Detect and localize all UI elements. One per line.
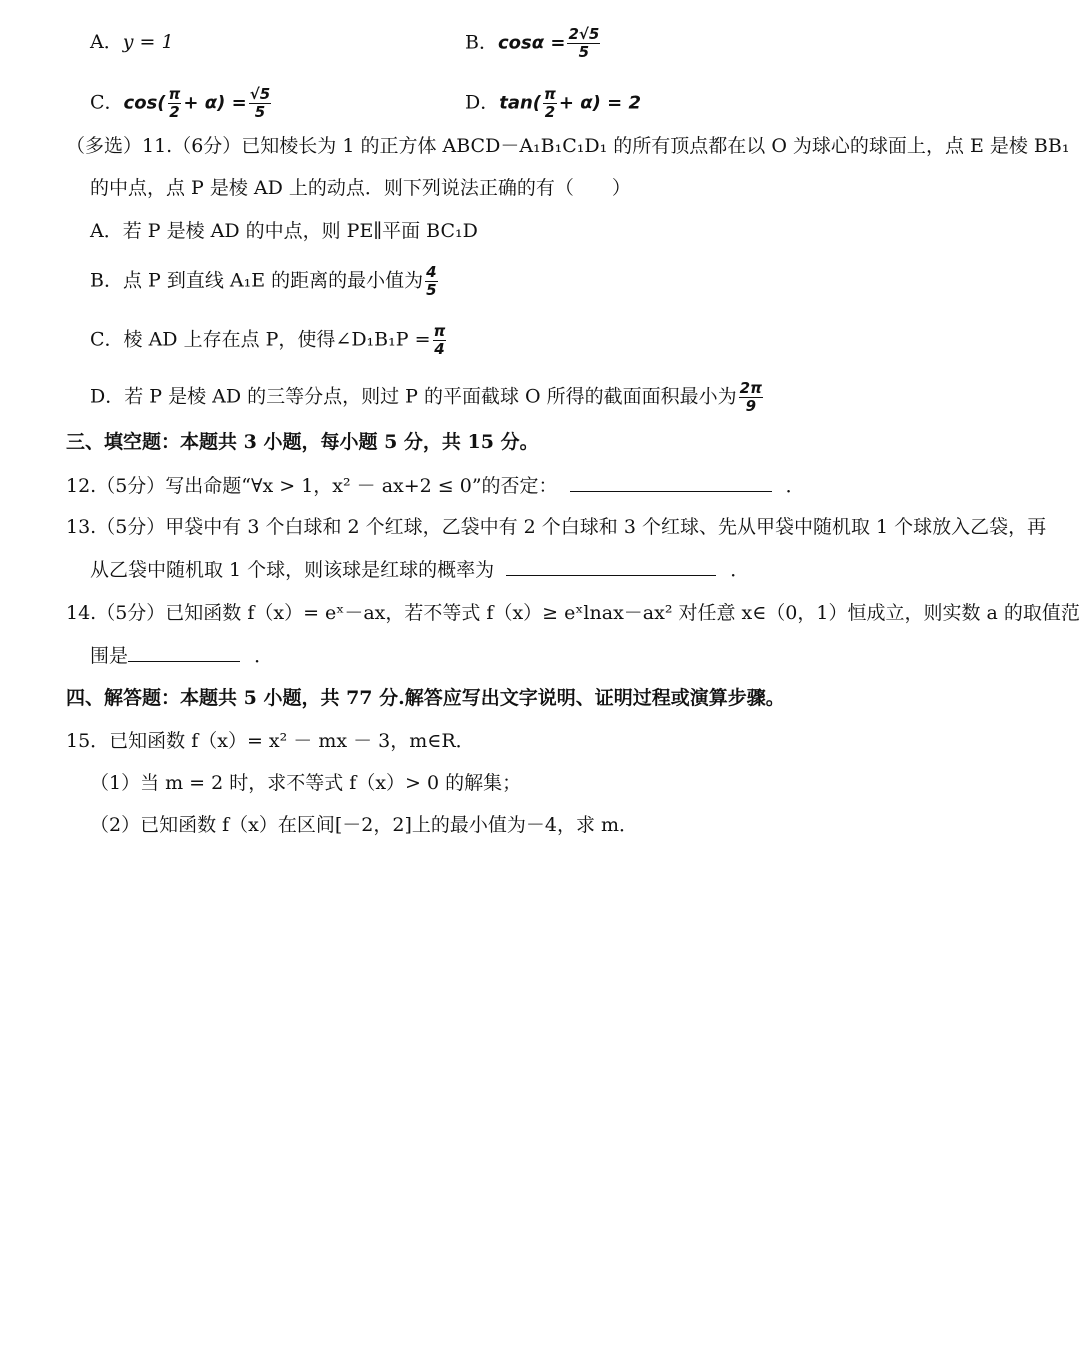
q11-option-c (90, 323, 448, 358)
question-text: 从乙袋中随机取 1 个球，则该球是红球的概率为 (90, 559, 495, 581)
option-text: B．点 P 到直线 A₁E 的距离的最小值为 (90, 269, 424, 292)
numerator: 2√5 (568, 25, 600, 43)
option-lhs: cosα = (497, 32, 566, 54)
q12 (66, 474, 805, 498)
question-end: ． (254, 645, 274, 667)
q14-line1: 14.（5分）已知函数 f（x）= eˣ－ax，若不等式 f（x）≥ eˣlnax－ax² 对任意 x∈（0，1）恒成立，则实数 a 的取值范 (66, 602, 1080, 624)
option-text: D．若 P 是棱 AD 的三等分点，则过 P 的平面截球 O 所得的截面面积最小为 (90, 385, 737, 408)
answer-blank[interactable] (128, 645, 240, 662)
denominator: 5 (426, 281, 437, 299)
denominator: 2 (169, 103, 180, 121)
option-label: C． (90, 91, 124, 114)
denominator: 9 (745, 397, 757, 415)
q13-line2 (90, 558, 749, 582)
option-mid: + α) = (183, 92, 247, 114)
question-text: 围是 (90, 645, 129, 667)
option-label: B． (465, 31, 498, 54)
section-title-fill-in: 三、填空题：本题共 3 小题，每小题 5 分，共 15 分。 (66, 431, 539, 453)
fraction (249, 86, 271, 121)
q11-option-a: A．若 P 是棱 AD 的中点，则 PE∥平面 BC₁D (90, 220, 478, 242)
section-title-solutions: 四、解答题：本题共 5 小题，共 77 分.解答应写出文字说明、证明过程或演算步骤。 (66, 687, 785, 709)
q15-stem: 15．已知函数 f（x）= x² － mx － 3，m∈R． (66, 730, 475, 752)
answer-blank[interactable] (570, 475, 772, 492)
question-text: 12.（5分）写出命题“∀x > 1，x² － ax+2 ≤ 0”的否定： (66, 475, 558, 497)
fraction (168, 86, 182, 121)
option-text: C．棱 AD 上存在点 P，使得∠D₁B₁P = (90, 328, 431, 351)
fraction (567, 26, 600, 61)
fraction (433, 323, 447, 358)
q15-part2: （2）已知函数 f（x）在区间[－2，2]上的最小值为－4，求 m． (90, 814, 639, 836)
q11-option-d (90, 380, 765, 415)
q10-option-a (90, 30, 174, 54)
q10-option-b (465, 26, 602, 61)
denominator: 2 (544, 103, 556, 121)
q11-stem-line2: 的中点，点 P 是棱 AD 上的动点．则下列说法正确的有（ ） (90, 177, 631, 199)
answer-blank[interactable] (506, 559, 716, 576)
denominator: 4 (434, 340, 445, 358)
option-post: + α) = 2 (558, 92, 641, 114)
fraction (425, 264, 437, 299)
option-math: y = 1 (122, 31, 174, 53)
q11-option-b (90, 264, 440, 299)
numerator: √5 (249, 85, 271, 103)
q13-line1: 13.（5分）甲袋中有 3 个白球和 2 个红球，乙袋中有 2 个白球和 3 个红球、先从甲袋中随机取 1 个球放入乙袋，再 (66, 516, 1047, 538)
numerator: π (544, 85, 556, 103)
numerator: 2π (739, 379, 762, 397)
question-end: ． (730, 559, 750, 581)
q14-line2 (90, 644, 273, 668)
q11-stem-line1: （多选）11.（6分）已知棱长为 1 的正方体 ABCD－A₁B₁C₁D₁ 的所有顶点都在以 O 为球心的球面上，点 E 是棱 BB₁ (66, 135, 1070, 157)
numerator: π (168, 85, 181, 103)
option-label: D． (465, 91, 500, 114)
question-end: ． (785, 475, 805, 497)
q15-part1: （1）当 m = 2 时，求不等式 f（x）> 0 的解集； (90, 772, 522, 794)
fraction (543, 86, 557, 121)
numerator: π (433, 322, 446, 340)
fraction (739, 380, 763, 415)
denominator: 5 (578, 43, 590, 61)
q10-option-c (90, 86, 273, 121)
option-pre: cos( (123, 92, 166, 114)
denominator: 5 (254, 103, 266, 121)
option-pre: tan( (499, 92, 542, 114)
numerator: 4 (426, 263, 437, 281)
q10-option-d (465, 86, 641, 121)
option-label: A． (90, 31, 123, 53)
